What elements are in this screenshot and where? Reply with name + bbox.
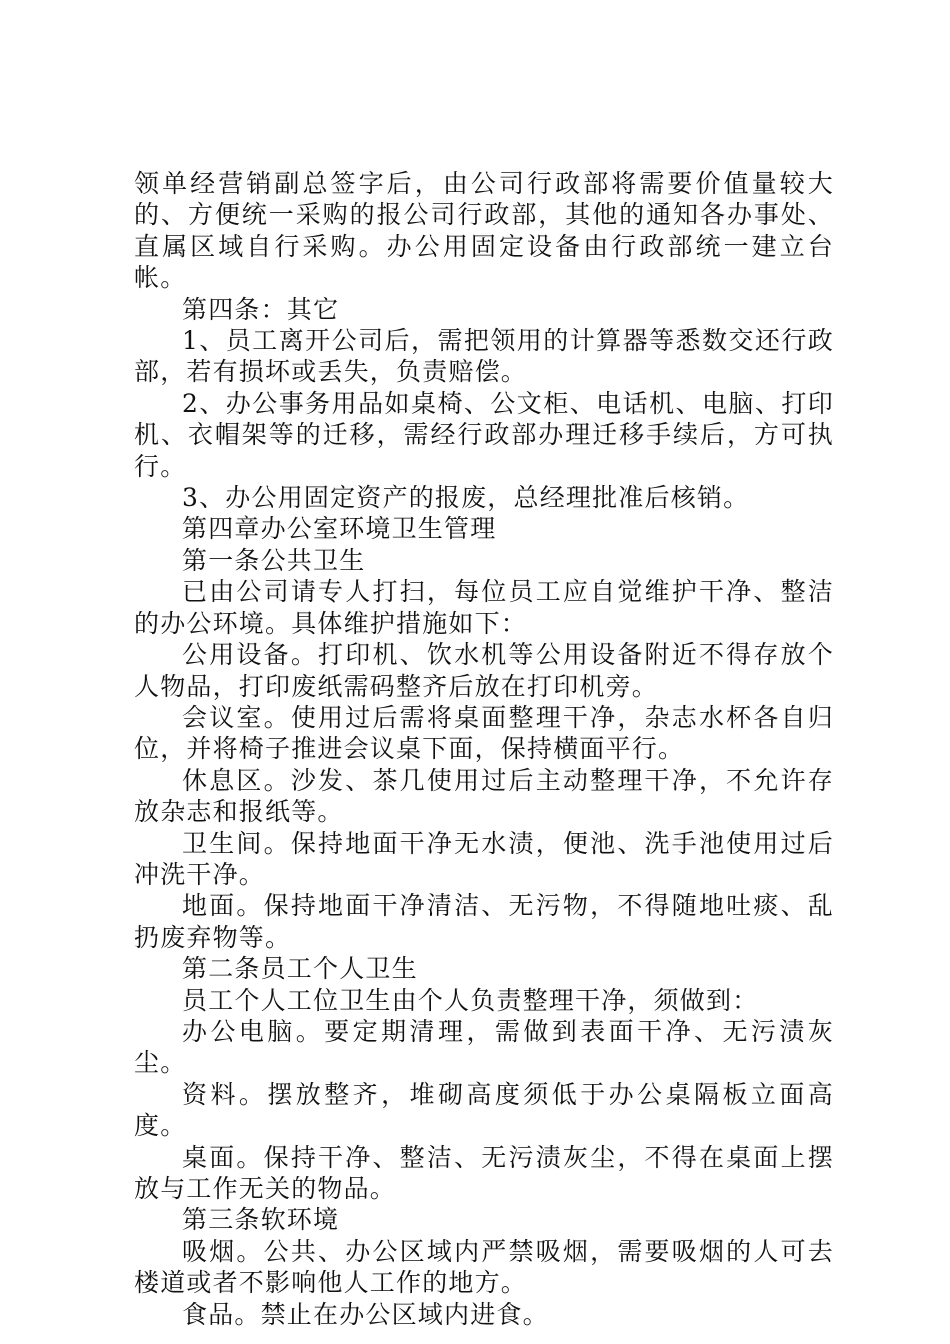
chapter-heading-4: 第四章办公室环境卫生管理 xyxy=(182,514,497,544)
section-heading-personal-hygiene: 第二条员工个人卫生 xyxy=(182,954,418,984)
paragraph-item-2: 2、办公事务用品如桌椅、公文柜、电话机、电脑、打印机、衣帽架等的迁移，需经行政部办理迁移手续后，方可执行。 xyxy=(134,388,834,481)
paragraph-desktop: 桌面。保持干净、整洁、无污渍灰尘，不得在桌面上摆放与工作无关的物品。 xyxy=(134,1142,834,1203)
paragraph-smoking: 吸烟。公共、办公区域内严禁吸烟，需要吸烟的人可去楼道或者不影响他人工作的地方。 xyxy=(134,1236,834,1298)
document-body xyxy=(134,168,834,1330)
paragraph-item-3: 3、办公用固定资产的报废，总经理批准后核销。 xyxy=(182,483,750,513)
section-heading-soft-environment: 第三条软环境 xyxy=(182,1205,340,1235)
section-heading-article-4: 第四条：其它 xyxy=(182,294,340,324)
paragraph-item-1: 1、员工离开公司后，需把领用的计算器等悉数交还行政部，若有损坏或丢失，负责赔偿。 xyxy=(134,326,834,387)
paragraph-continuation: 领单经营销副总签字后，由公司行政部将需要价值量较大的、方便统一采购的报公司行政部，其他的通知各办事处、直属区域自行采购。办公用固定设备由行政部统一建立台帐。 xyxy=(134,169,834,293)
paragraph-rest-area: 休息区。沙发、茶几使用过后主动整理干净，不允许存放杂志和报纸等。 xyxy=(134,765,834,827)
paragraph-restroom: 卫生间。保持地面干净无水渍，便池、洗手池使用过后冲洗干净。 xyxy=(134,828,834,889)
paragraph-public-hygiene-intro: 已由公司请专人打扫，每位员工应自觉维护干净、整洁的办公环境。具体维护措施如下： xyxy=(134,577,834,638)
paragraph-public-equipment: 公用设备。打印机、饮水机等公用设备附近不得存放个人物品，打印废纸需码整齐后放在打印机旁。 xyxy=(134,640,834,701)
paragraph-meeting-room: 会议室。使用过后需将桌面整理干净，杂志水杯各自归位，并将椅子推进会议桌下面，保持横面平行。 xyxy=(134,702,834,764)
paragraph-floor: 地面。保持地面干净清洁、无污物，不得随地吐痰、乱扔废弃物等。 xyxy=(134,891,834,952)
paragraph-personal-hygiene-intro: 员工个人工位卫生由个人负责整理干净，须做到： xyxy=(182,985,759,1015)
paragraph-documents: 资料。摆放整齐，堆砌高度须低于办公桌隔板立面高度。 xyxy=(134,1079,834,1141)
section-heading-public-hygiene: 第一条公共卫生 xyxy=(182,545,366,575)
paragraph-food: 食品。禁止在办公区域内进食。 xyxy=(182,1299,549,1329)
paragraph-office-computer: 办公电脑。要定期清理，需做到表面干净、无污渍灰尘。 xyxy=(134,1016,834,1078)
